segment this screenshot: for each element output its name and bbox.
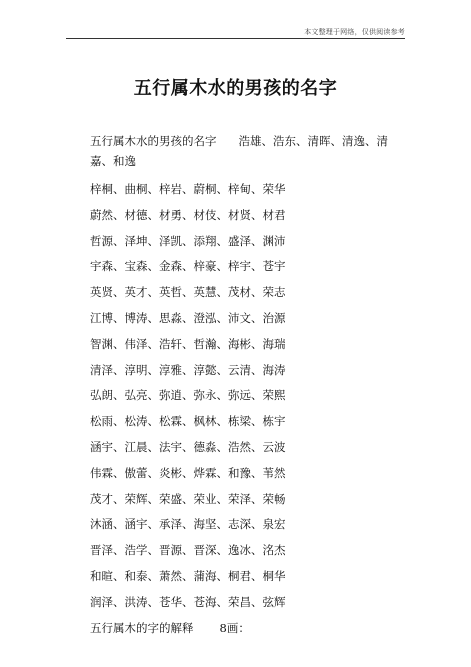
list-item: 伟霖、傲蕾、炎彬、烨霖、和豫、苇然 [90,465,286,480]
intro-paragraph [90,131,410,171]
list-item: 弘朗、弘亮、弥逍、弥永、弥远、荣熙 [90,388,286,403]
header-note: 本文整理于网络，仅供阅读参考 [304,28,405,36]
intro-label: 五行属木水的男孩的名字 [90,134,217,148]
intro-names: 浩雄、浩东、清晖、清逸、清 [238,134,388,148]
list-item: 梓桐、曲桐、梓岩、蔚桐、梓甸、荣华 [90,182,286,196]
section-heading-value: 8画： [219,620,250,635]
intro-continuation: 嘉、和逸 [90,154,136,168]
list-item: 哲源、泽坤、泽凯、添翔、盛泽、渊沛 [90,233,286,248]
list-item: 松雨、松涛、松霖、枫林、栋梁、栋宇 [90,414,286,429]
names-list [90,177,410,616]
list-item: 晋泽、浩学、晋源、晋深、逸冰、洺杰 [90,543,286,558]
list-item: 英贤、英才、英哲、英慧、茂材、荣志 [90,285,286,300]
list-item: 和暄、和泰、萧然、蒲海、桐君、桐华 [90,568,286,583]
list-item: 沐涵、涵宇、承泽、海坚、志深、泉宏 [90,517,286,532]
header-rule [66,38,405,39]
list-item: 蔚然、材德、材勇、材伎、材贤、材君 [90,207,286,222]
list-item: 润泽、洪涛、苍华、苍海、荣昌、弦辉 [90,594,286,609]
list-item: 涵宇、江晨、法宇、德淼、浩然、云波 [90,439,286,454]
list-item: 宇森、宝森、金森、梓豪、梓宇、苍宇 [90,259,286,274]
section-heading-line [90,616,410,642]
list-item: 清泽、淳明、淳雅、淳懿、云清、海涛 [90,362,286,377]
section-heading-label: 五行属木的字的解释 [90,620,194,635]
body-text [90,131,410,641]
page-title: 五行属木水的男孩的名字 [133,78,338,99]
list-item: 智渊、伟泽、浩轩、哲瀚、海彬、海瑞 [90,336,286,351]
list-item: 江博、博涛、思淼、澄泓、沛文、治源 [90,310,286,325]
list-item: 茂才、荣辉、荣盛、荣业、荣泽、荣畅 [90,491,286,506]
